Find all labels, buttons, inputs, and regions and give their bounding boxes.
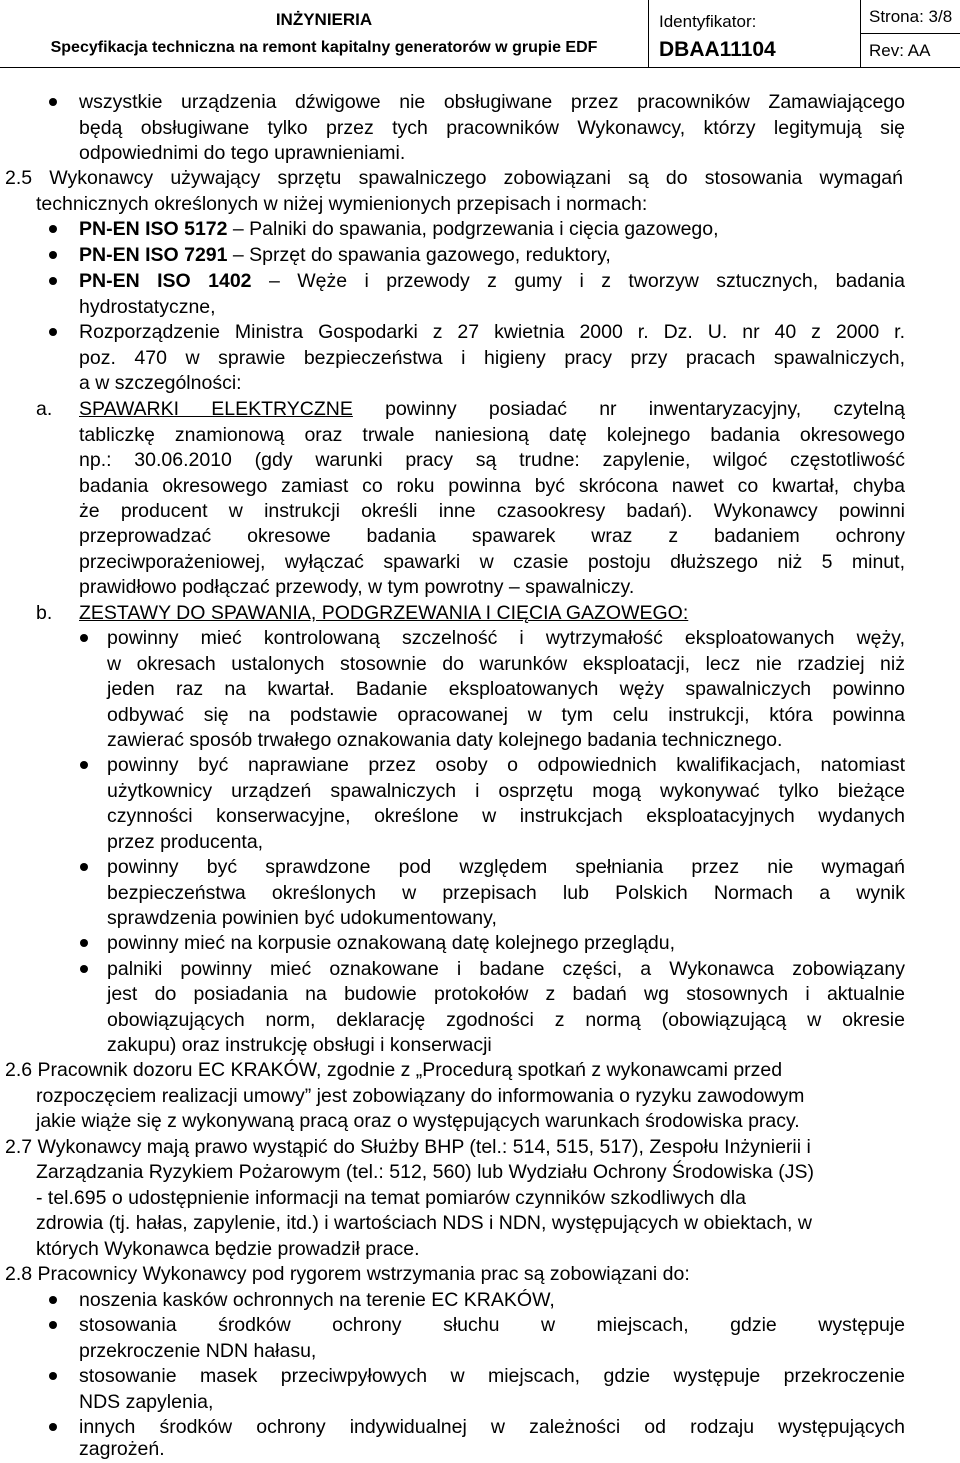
text-line: przez producenta, [107,831,264,853]
norm-item [79,269,905,295]
text-line: Rozporządzenie Ministra Gospodarki z 27 kwietnia 2000 r. Dz. U. nr 40 z 2000 r. [79,321,905,343]
text-line: poz. 470 w sprawie bezpieczeństwa i higieny pracy przy pracach spawalniczych, [79,347,905,369]
text-line: powinny mieć kontrolowaną szczelność i wytrzymałość eksploatowanych węży, [107,627,905,649]
text-line: palniki powinny mieć oznakowane i badane części, a Wykonawca zobowiązany [107,958,905,980]
text-span: powinny posiadać nr inwentaryzacyjny, czytelną [352,398,905,420]
bullet [80,634,88,642]
text-line: powinny być sprawdzone pod względem spełniania przez nie wymagań [107,856,905,878]
section-2-6: 2.6 Pracownik dozoru EC KRAKÓW, zgodnie z „Procedurą spotkań z wykonawcami przed [5,1059,783,1081]
bullet [80,863,88,871]
header-title: INŻYNIERIA [275,10,373,29]
text-line: że producent w instrukcji określi inne czasookresy badań). Wykonawcy powinni [79,500,905,522]
text-line: NDS zapylenia, [79,1391,214,1413]
text-line: jeden raz na kwartał. Badanie eksploatowanych węży spawalniczych powinno [107,678,905,700]
text-line: badania okresowego zamiast co roku powinna być skrócona nawet co kwartał, chyba [79,475,905,497]
section-2-5: 2.5 Wykonawcy używający sprzętu spawalniczego zobowiązani są do stosowania wymagań [5,167,903,189]
text-line: innych środków ochrony indywidualnej w zależności od rodzaju występujących [79,1416,905,1438]
list-marker-a: a. [36,398,53,420]
text-line: zakupu) oraz instrukcję obsługi i konserwacji [107,1034,492,1056]
text-line: będą obsługiwane tylko przez tych pracowników Wykonawcy, którzy legitymują się [79,117,905,139]
text-line [79,397,905,423]
norm-code: PN-EN ISO 5172 [79,218,228,240]
bullet [80,761,88,769]
header-title-block [0,0,648,68]
text-line: technicznych określonych w niżej wymienionych przepisach i normach: [36,193,648,215]
text-line: użytkownicy urządzeń spawalniczych i osprzętu mogą wykonywać tylko bieżące [107,780,905,802]
text-line: - tel.695 o udostępnienie informacji na temat pomiarów czynników szkodliwych dla [36,1187,746,1209]
text-line: stosowanie masek przeciwpyłowych w miejscach, gdzie występuje przekroczenie [79,1365,905,1387]
norm-code: PN-EN ISO 1402 [79,270,252,292]
bullet [80,939,88,947]
text-line: obowiązujących norm, deklarację zgodności z normą (obowiązującą w okresie [107,1009,905,1031]
norm-item [79,217,719,243]
norm-code: PN-EN ISO 7291 [79,244,228,266]
text-line: jest do posiadania na budowie protokołów z badań wg stosownych i aktualnie [107,983,905,1005]
text-line: powinny być naprawiane przez osoby o odpowiednich kwalifikacjach, natomiast [107,754,905,776]
text-line: zagrożeń. [79,1438,165,1460]
text-line: odpowiednimi do tego uprawnieniami. [79,142,406,164]
norm-desc: – Węże i przewody z gumy i z tworzyw sztucznych, badania [251,270,905,292]
text-line: jakie wiąże się z wykonywaną pracą oraz o występujących warunkach środowiska pracy. [36,1110,800,1132]
text-line: odbywać się na podstawie opracowanej w tym celu instrukcji, która powinna [107,704,905,726]
bullet [80,965,88,973]
text-line: rozpoczęciem realizacji umowy” jest zobowiązany do informowania o ryzyku zawodowym [36,1085,805,1107]
header-divider [0,67,960,68]
text-line: sprawdzenia powinien być udokumentowany, [107,907,497,929]
bullet [49,251,57,259]
text-line: których Wykonawca będzie prowadził prace. [36,1238,420,1260]
bullet [49,225,57,233]
section-2-7: 2.7 Wykonawcy mają prawo wystąpić do Służby BHP (tel.: 514, 515, 517), Zespołu Inżynierii i [5,1136,811,1158]
text-line: Zarządzania Ryzykiem Pożarowym (tel.: 512, 560) lub Wydziału Ochrony Środowiska (JS) [36,1161,814,1183]
text-line: czynności konserwacyjne, określone w instrukcjach eksploatacyjnych wydanych [107,805,905,827]
bullet [49,1423,57,1431]
text-line: powinny mieć na korpusie oznakowaną datę kolejnego przeglądu, [107,932,676,954]
list-marker-b: b. [36,602,53,624]
identifier-label: Identyfikator: [659,12,757,31]
text-line: np.: 30.06.2010 (gdy warunki pracy są trudne: zapylenie, wilgoć częstotliwość [79,449,905,471]
text-line: bezpieczeństwa określonych w przepisach lub Polskich Normach a wynik [107,882,905,904]
text-line: przeciwporażeniowej, wyłączać spawarki w czasie postoju dłuższego niż 5 minut, [79,551,905,573]
page-header [0,0,960,68]
header-subtitle: Specyfikacja techniczna na remont kapitalny generatorów w grupie EDF [50,39,598,56]
header-identifier-block [648,0,860,68]
header-page-block [860,0,960,68]
bullet [49,1321,57,1329]
page-number: Strona: 3/8 [861,0,960,34]
text-line: noszenia kasków ochronnych na terenie EC KRAKÓW, [79,1289,555,1311]
text-line: hydrostatyczne, [79,296,216,318]
bullet [49,98,57,106]
norm-item [79,243,611,269]
norm-desc: – Palniki do spawania, podgrzewania i cięcia gazowego, [227,218,719,240]
revision: Rev: AA [869,41,931,60]
text-line: tabliczkę znamionową oraz trwale naniesioną datę kolejnego badania okresowego [79,424,905,446]
bullet [49,1296,57,1304]
text-line: w okresach ustalonych stosownie do warunków eksploatacji, lecz nie rzadziej niż [107,653,905,675]
bullet [49,1372,57,1380]
text-line: prawidłowo podłączać przewody, w tym powrotny – spawalniczy. [79,576,635,598]
norm-desc: – Sprzęt do spawania gazowego, reduktory, [227,244,611,266]
identifier-value: DBAA11104 [659,38,776,61]
text-line: przeprowadzać okresowe badania spawarek wraz z badaniem ochrony [79,525,905,547]
text-line: zawierać sposób trwałego oznakowania daty kolejnego badania technicznego. [107,729,783,751]
text-line: przekroczenie NDN hałasu, [79,1340,317,1362]
text-line: zdrowia (tj. hałas, zapylenie, itd.) i wartościach NDS i NDN, występujących w obiektach, w [36,1212,812,1234]
subheading-spawarki: SPAWARKI ELEKTRYCZNE [79,398,353,420]
text-line: a w szczególności: [79,372,242,394]
text-line: wszystkie urządzenia dźwigowe nie obsługiwane przez pracowników Zamawiającego [79,91,905,113]
bullet [49,277,57,285]
text-line: stosowania środków ochrony słuchu w miejscach, gdzie występuje [79,1314,905,1336]
section-2-8: 2.8 Pracownicy Wykonawcy pod rygorem wstrzymania prac są zobowiązani do: [5,1263,690,1285]
subheading-zestawy: ZESTAWY DO SPAWANIA, PODGRZEWANIA I CIĘCIA GAZOWEGO: [79,602,689,624]
bullet [49,328,57,336]
